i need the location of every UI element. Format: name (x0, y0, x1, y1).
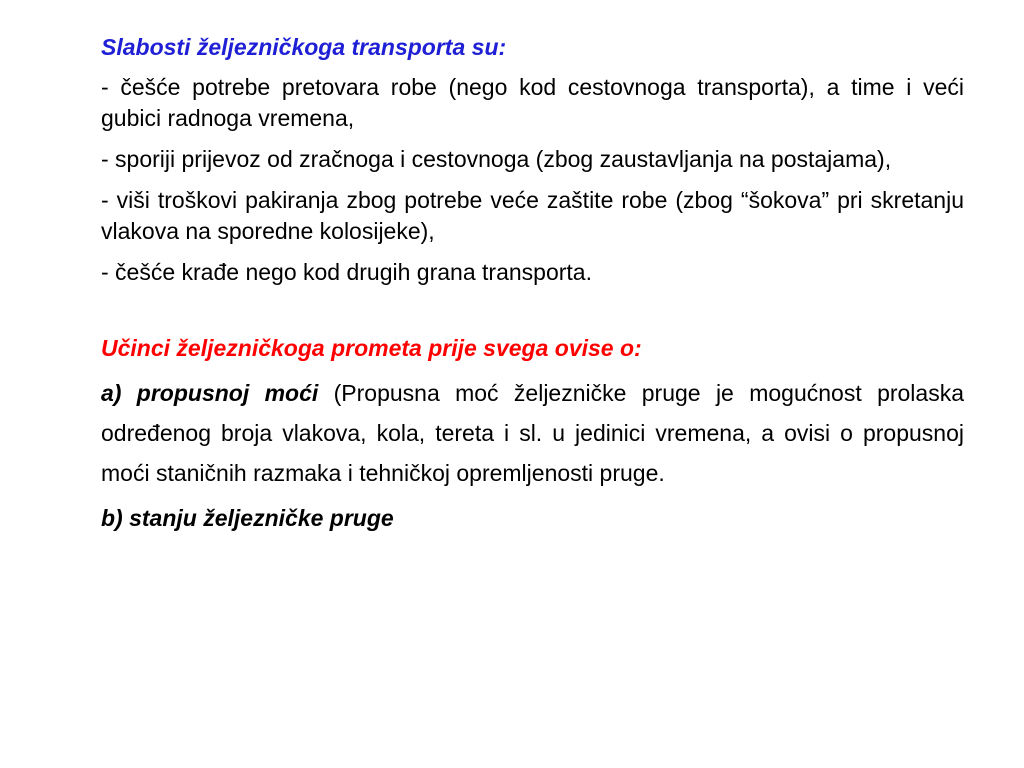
weakness-item-3: - viši troškovi pakiranja zbog potrebe veće zaštite robe (zbog “šokova” pri skretanju vlakova na sporedne kolosijeke), (101, 187, 964, 244)
effect-item-a (101, 373, 964, 493)
effect-item-a-text: (Propusna moć željezničke pruge je mogućnost prolaska određenog broja vlakova, kola, tereta i sl. u jedinici vremena, a ovisi o propusnoj moći staničnih razmaka i tehničkoj opremljenosti pruge. (101, 380, 965, 486)
effect-item-b: b) stanju željezničke pruge (101, 505, 394, 531)
weakness-item-1: - češće potrebe pretovara robe (nego kod cestovnoga transporta), a time i veći gubici radnoga vremena, (101, 74, 964, 131)
weakness-item-2: - sporiji prijevoz od zračnoga i cestovnoga (zbog zaustavljanja na postajama), (101, 146, 892, 172)
effect-item-a-label: a) propusnoj moći (101, 380, 319, 406)
weaknesses-heading: Slabosti željezničkoga transporta su: (101, 34, 507, 60)
effects-heading: Učinci željezničkoga prometa prije svega ovise o: (101, 335, 642, 361)
slide-content (101, 30, 964, 535)
weakness-item-4: - češće krađe nego kod drugih grana transporta. (101, 259, 592, 285)
